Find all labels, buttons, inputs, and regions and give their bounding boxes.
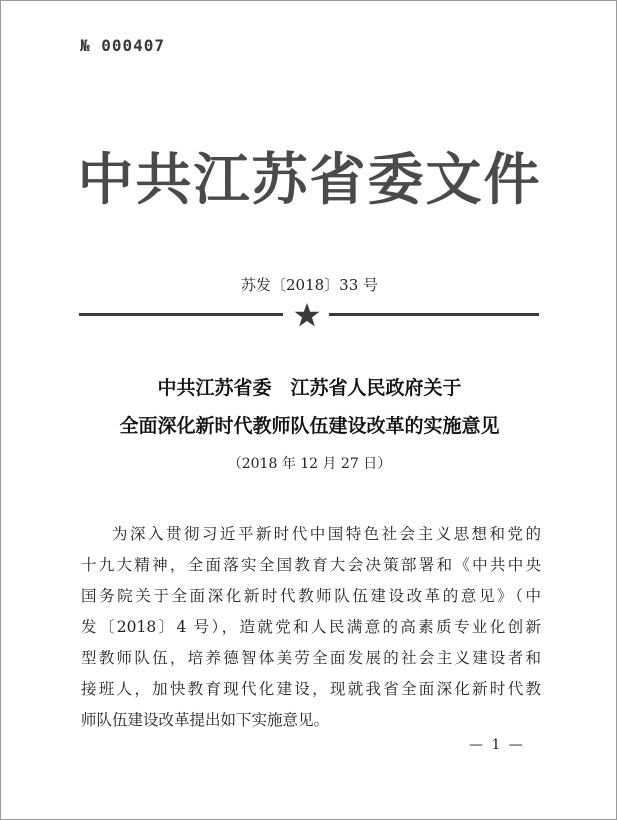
document-title-line-1: 中共江苏省委 江苏省人民政府关于 — [157, 377, 462, 399]
divider-line-left — [79, 313, 283, 316]
document-number: 苏发〔2018〕33 号 — [240, 276, 379, 294]
page-number: — 1 — — [469, 737, 525, 753]
masthead-divider — [79, 302, 539, 328]
body-line: 国务院关于全面深化新时代教师队伍建设改革的意见》（中 — [81, 587, 541, 605]
body-line: 师队伍建设改革提出如下实施意见。 — [81, 711, 330, 729]
document-date: （2018 年 12 月 27 日） — [227, 456, 392, 472]
body-paragraph — [81, 519, 541, 736]
body-line: 型教师队伍，培养德智体美劳全面发展的社会主义建设者和 — [81, 649, 541, 667]
document-masthead: 中共江苏省委文件 — [77, 148, 542, 213]
body-line: 十九大精神，全面落实全国教育大会决策部署和《中共中央 — [81, 556, 541, 574]
divider-line-right — [329, 313, 539, 316]
body-line: 接班人，加快教育现代化建设，现就我省全面深化新时代教 — [81, 680, 541, 698]
star-icon — [294, 302, 320, 328]
serial-number: № 000407 — [80, 36, 166, 55]
body-line: 为深入贯彻习近平新时代中国特色社会主义思想和党的 — [112, 525, 541, 543]
body-line: 发〔2018〕4 号），造就党和人民满意的高素质专业化创新 — [81, 618, 541, 636]
document-title-line-2: 全面深化新时代教师队伍建设改革的实施意见 — [119, 415, 500, 437]
